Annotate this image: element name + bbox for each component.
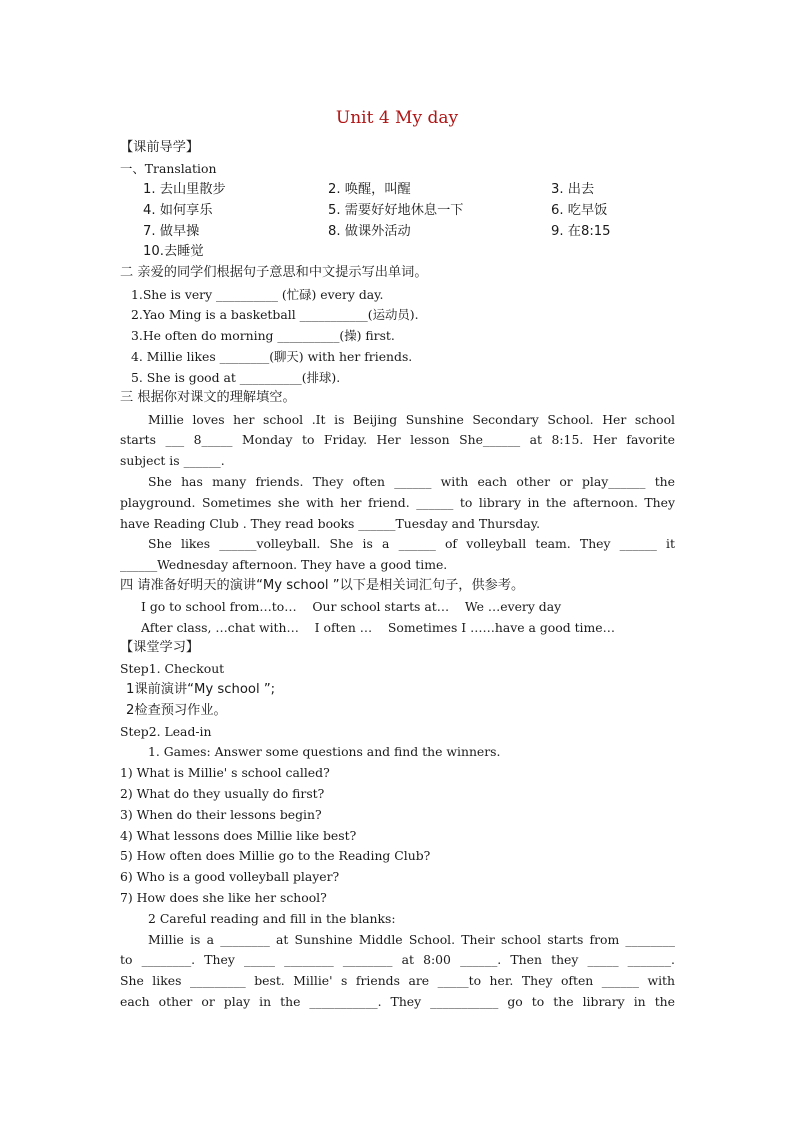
passage-line: ______Wednesday afternoon. They have a good time. [120, 557, 448, 572]
section3-heading: 三 根据你对课文的理解填空。 [120, 390, 296, 405]
passage-line: She likes ______volleyball. She is a ______ of volleyball team. They ______ it [148, 536, 675, 551]
question: 1) What is Millie' s school called? [120, 765, 330, 780]
translation-row-1 [143, 180, 698, 200]
fill-line: 3.He often do morning __________(操) first. [131, 328, 395, 343]
passage-line: subject is ______. [120, 453, 225, 468]
passage-line: playground. Sometimes she with her friend. ______ to library in the afternoon. They [120, 495, 675, 510]
step1-item: 2检查预习作业。 [126, 703, 227, 718]
question: 2) What do they usually do first? [120, 786, 325, 801]
passage-line: She has many friends. They often ______ with each other or play______ the [148, 474, 675, 489]
translation-row-3 [143, 222, 698, 242]
translation-item: 9. 在8:15 [551, 224, 611, 239]
question: 7) How does she like her school? [120, 890, 327, 905]
question: 3) When do their lessons begin? [120, 807, 322, 822]
reading-passage-line: each other or play in the ___________. They ___________ go to the library in the [120, 994, 675, 1009]
step2-heading: Step2. Lead-in [120, 724, 212, 739]
step1-heading: Step1. Checkout [120, 661, 225, 676]
translation-item: 4. 如何享乐 [143, 203, 213, 218]
translation-item: 3. 出去 [551, 182, 595, 197]
translation-row-2 [143, 201, 698, 221]
fill-line: 2.Yao Ming is a basketball ___________(运动员). [131, 307, 419, 322]
translation-item: 8. 做课外活动 [328, 224, 411, 239]
question: 4) What lessons does Millie like best? [120, 828, 357, 843]
passage-line: Millie loves her school .It is Beijing Sunshine Secondary School. Her school [148, 412, 675, 427]
translation-item-10: 10.去睡觉 [143, 244, 204, 259]
reference-line: After class, …chat with… I often … Sometimes I ……have a good time… [141, 620, 615, 635]
translation-item: 2. 唤醒，叫醒 [328, 182, 411, 197]
step1-item: 1课前演讲“My school ”; [126, 682, 276, 697]
passage-line: have Reading Club . They read books ______Tuesday and Thursday. [120, 516, 541, 531]
section2-heading: 二 亲爱的同学们根据句子意思和中文提示写出单词。 [120, 265, 428, 280]
reading-passage-line: She likes _________ best. Millie' s friends are _____to her. They often ______ with [120, 973, 675, 988]
fill-line: 4. Millie likes ________(聊天) with her friends. [131, 349, 413, 364]
translation-item: 1. 去山里散步 [143, 182, 226, 197]
reading-passage-line: Millie is a ________ at Sunshine Middle School. Their school starts from ________ [148, 932, 675, 947]
question: 6) Who is a good volleyball player? [120, 869, 340, 884]
section4-heading: 四 请准备好明天的演讲“My school ”以下是相关词汇句子，供参考。 [120, 578, 525, 593]
translation-item: 6. 吃早饭 [551, 203, 608, 218]
fill-line: 1.She is very __________ (忙碌) every day. [131, 287, 384, 302]
page-title: Unit 4 My day [335, 108, 459, 128]
class-study-header: 【课堂学习】 [120, 640, 200, 655]
reading-passage-line: to ________. They _____ ________ ________ at 8:00 ______. Then they _____ _______. [120, 952, 675, 967]
question: 5) How often does Millie go to the Reading Club? [120, 848, 431, 863]
fill-line: 5. She is good at __________(排球). [131, 370, 341, 385]
step2-sub2: 2 Careful reading and fill in the blanks: [148, 911, 396, 926]
translation-item: 5. 需要好好地休息一下 [328, 203, 464, 218]
section1-heading: 一、Translation [120, 161, 217, 176]
reference-line: I go to school from…to… Our school starts at… We …every day [141, 599, 562, 614]
passage-line: starts ___ 8_____ Monday to Friday. Her lesson She______ at 8:15. Her favorite [120, 432, 675, 447]
step2-sub1: 1. Games: Answer some questions and find the winners. [148, 744, 501, 759]
pre-study-header: 【课前导学】 [120, 140, 200, 155]
translation-item: 7. 做早操 [143, 224, 200, 239]
